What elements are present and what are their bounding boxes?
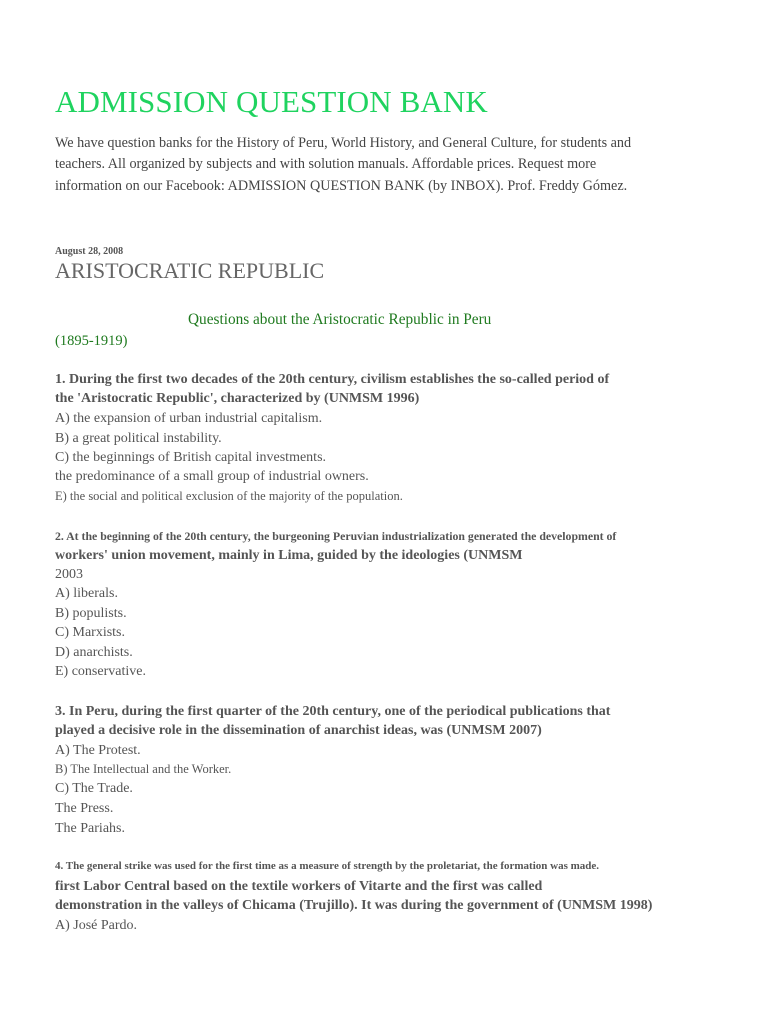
question-1-option: B) a great political instability. (55, 431, 222, 446)
question-3-option: B) The Intellectual and the Worker. (55, 762, 232, 776)
question-1-option: the predominance of a small group of industrial owners. (55, 469, 369, 484)
question-2-option: B) populists. (55, 606, 127, 621)
question-3-option: A) The Protest. (55, 743, 141, 758)
question-1-option: C) the beginnings of British capital investments. (55, 450, 327, 465)
question-2-option: A) liberals. (55, 586, 118, 601)
question-2-option: D) anarchists. (55, 645, 133, 660)
question-3-option: C) The Trade. (55, 781, 133, 796)
question-1-option: E) the social and political exclusion of the majority of the population. (55, 489, 403, 503)
question-4-option: A) José Pardo. (55, 918, 138, 933)
post-date: August 28, 2008 (55, 246, 124, 257)
question-2-stem-line-2: workers' union movement, mainly in Lima, guided by the ideologies (UNMSM (55, 548, 523, 563)
question-1-option: A) the expansion of urban industrial capitalism. (55, 411, 323, 426)
question-2-stem-line-1: 2. At the beginning of the 20th century, the burgeoning Peruvian industrialization generated the development of (55, 529, 617, 543)
question-4-stem-line-1: 4. The general strike was used for the first time as a measure of strength by the proletariat, the formation was made. (55, 860, 600, 872)
question-1-stem-line-1: 1. During the first two decades of the 20th century, civilism establishes the so-called period of (55, 372, 610, 387)
post-years: (1895-1919) (55, 333, 128, 349)
post-title[interactable]: ARISTOCRATIC REPUBLIC (55, 258, 325, 283)
post-subtitle: Questions about the Aristocratic Republic in Peru (188, 311, 492, 328)
question-4-stem-line-3: demonstration in the valleys of Chicama (Trujillo). It was during the government of (UNMSM 1998) (55, 898, 653, 913)
question-3-stem-line-2: played a decisive role in the dissemination of anarchist ideas, was (UNMSM 2007) (55, 723, 542, 738)
question-3-stem-line-1: 3. In Peru, during the first quarter of the 20th century, one of the periodical publications that (55, 704, 611, 719)
question-1-stem-line-2: the 'Aristocratic Republic', characterized by (UNMSM 1996) (55, 391, 420, 406)
question-2-option: E) conservative. (55, 664, 146, 679)
question-2-stem-line-3: 2003 (55, 567, 83, 582)
question-2-option: C) Marxists. (55, 625, 125, 640)
blog-title[interactable]: ADMISSION QUESTION BANK (55, 84, 488, 119)
question-3-option: The Press. (55, 801, 114, 816)
question-4-stem-line-2: first Labor Central based on the textile workers of Vitarte and the first was called (55, 879, 543, 894)
question-3-option: The Pariahs. (55, 821, 125, 836)
blog-description: We have question banks for the History of Peru, World History, and General Culture, for students and teachers. All organized by subjects and with solution manuals. Affordable prices. Request more information on our Facebook: ADMISSION QUESTION BANK (by INBOX). Prof. Freddy Gómez. (55, 135, 632, 194)
